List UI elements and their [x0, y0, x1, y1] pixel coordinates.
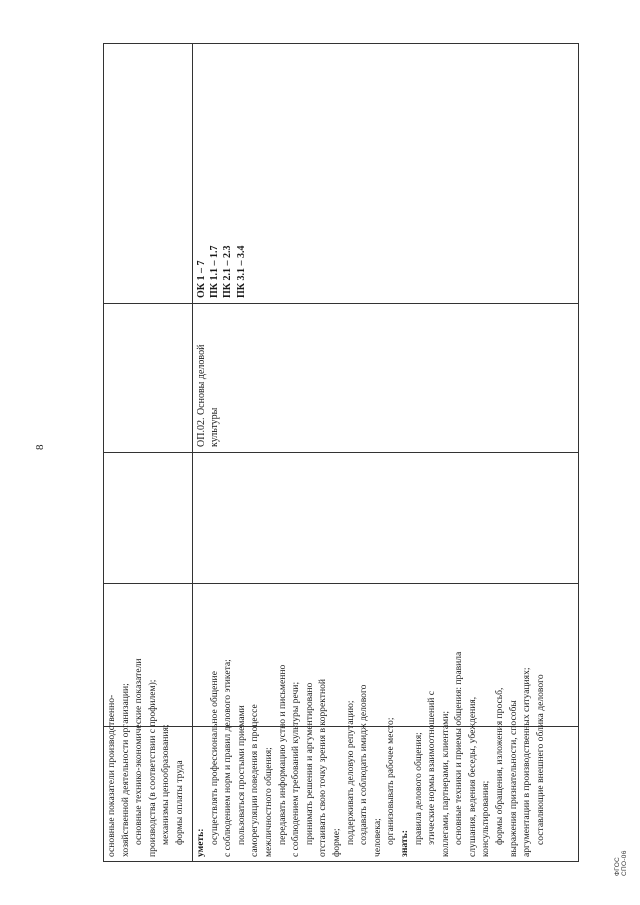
table-cell-discipline	[193, 304, 579, 453]
text-line: уметь:	[195, 828, 206, 857]
text-line: принимать решения и аргументировано	[303, 682, 315, 845]
text-line: выражения признательности, способы	[507, 700, 519, 857]
text-line: консультирования;	[480, 780, 492, 857]
footer-code: ФГОС СПО-06	[614, 850, 628, 876]
text-line: саморегуляции поведения в процессе	[249, 704, 261, 857]
text-line: основные технико-экономические показатели	[133, 658, 145, 845]
page-number: 8	[34, 444, 46, 450]
text-line: механизмы ценообразования;	[160, 724, 172, 845]
text-line: формы оплаты труда	[173, 760, 185, 845]
text-line: хозяйственной деятельности организации;	[119, 683, 131, 857]
table-row	[104, 44, 193, 862]
competency-table	[103, 43, 579, 862]
table-cell-competencies	[193, 44, 579, 304]
text-line: форме;	[330, 828, 342, 857]
text-line: составляющие внешнего облика делового	[534, 674, 546, 845]
text-line: поддерживать деловую репутацию;	[344, 700, 356, 845]
text-line: слушания, ведения беседы, убеждения,	[466, 696, 478, 857]
text-line: отстаивать свою точку зрения в корректной	[317, 678, 329, 857]
table-cell-requirements	[193, 651, 579, 862]
requirements-text-skills-knowledge	[193, 651, 548, 861]
text-line: знать:	[398, 830, 410, 857]
text-line: человека;	[371, 818, 383, 857]
text-line: ОК 1 – 7	[196, 260, 207, 298]
text-line: ПК 1.1 – 1.7	[209, 245, 221, 298]
table-cell	[104, 453, 193, 584]
table-row	[193, 44, 579, 862]
table-cell-requirements	[104, 658, 193, 862]
discipline-name: ОП.02. Основы деловой культуры	[196, 344, 220, 447]
text-line: создавать и соблюдать имидж делового	[358, 684, 370, 845]
text-line: с соблюдением требований культуры речи;	[290, 681, 302, 857]
table-cell	[104, 304, 193, 453]
text-line: этические нормы взаимоотношений с	[426, 690, 438, 845]
text-line: осуществлять профессиональное общение	[208, 671, 220, 845]
table-cell	[104, 44, 193, 304]
text-line: передавать информацию устно и письменно	[276, 664, 288, 845]
text-line: формы обращения, изложения просьб,	[494, 687, 506, 845]
rotated-table-container	[103, 44, 579, 862]
text-line: правила делового общения;	[412, 732, 424, 845]
text-line: с соблюдением норм и правил делового этикета;	[222, 659, 234, 857]
text-line: основные техники и приемы общения: правила	[453, 651, 465, 845]
text-line: аргументации в производственных ситуациях;	[521, 667, 533, 857]
text-line: организовывать рабочее место;	[385, 717, 397, 845]
competency-codes	[193, 44, 250, 303]
text-line: коллегами, партнерами, клиентами;	[439, 711, 451, 857]
text-line: межличностного общения;	[262, 747, 274, 857]
text-line: пользоваться простыми приемами	[235, 705, 247, 845]
text-line: ПК 2.1 – 2.3	[222, 245, 234, 298]
requirements-text-top	[104, 658, 188, 861]
text-line: основные показатели производственно-	[106, 694, 117, 857]
text-line: производства (в соответствии с профилем);	[146, 679, 158, 857]
table-cell	[193, 453, 579, 584]
text-line: ПК 3.1 – 3.4	[235, 245, 247, 298]
